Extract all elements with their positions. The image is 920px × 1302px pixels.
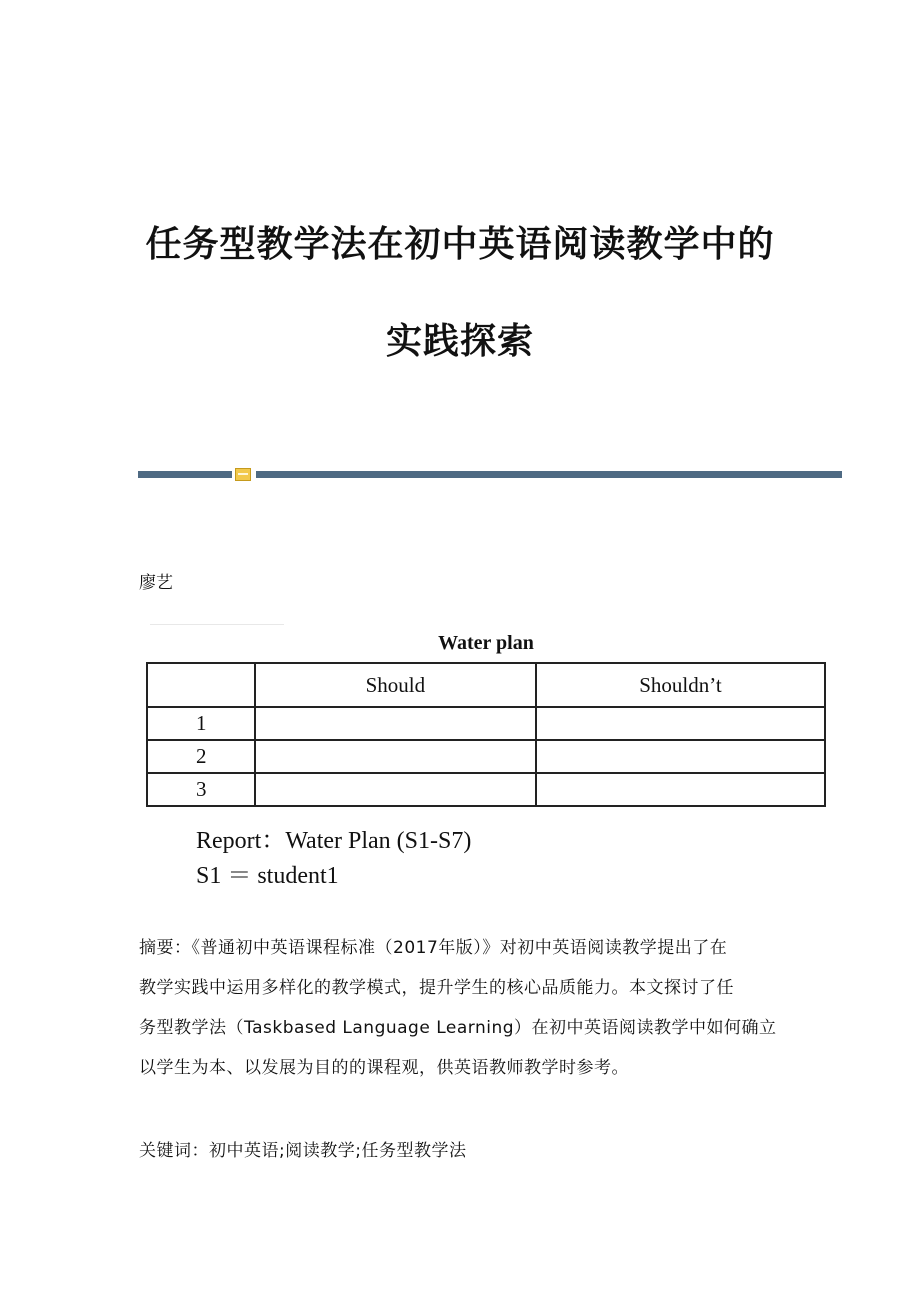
table-cell [536,773,825,806]
envelope-icon [235,468,251,481]
table-row [147,740,825,773]
author-name: 廖艺 [139,573,173,593]
keywords: 关键词：初中英语;阅读教学;任务型教学法 [139,1141,467,1161]
title-divider-right [256,471,842,478]
faint-divider [150,624,284,625]
figure-table-title: Water plan [438,632,534,654]
row-number: 3 [147,773,255,806]
row-number: 2 [147,740,255,773]
table-cell [255,707,536,740]
table-header-cell [147,663,255,707]
abstract [139,928,799,1088]
figure-report-line: Report：Water Plan (S1-S7) [196,828,472,854]
table-header-row [147,663,825,707]
table-cell [536,707,825,740]
abstract-line: 务型教学法（Taskbased Language Learning）在初中英语阅读教学中如何确立 [139,1018,777,1038]
paper-title-line-2: 实践探索 [385,321,534,362]
table-cell [255,773,536,806]
abstract-line: 以学生为本、以发展为目的的课程观，供英语教师教学时参考。 [139,1058,629,1078]
abstract-line: 教学实践中运用多样化的教学模式，提升学生的核心品质能力。本文探讨了任 [139,978,734,998]
abstract-line: 摘要：《普通初中英语课程标准（2017年版）》对初中英语阅读教学提出了在 [139,938,728,958]
table-row [147,773,825,806]
table-header-cell: Shouldn’t [536,663,825,707]
table-header-cell: Should [255,663,536,707]
row-number: 1 [147,707,255,740]
table-cell [536,740,825,773]
table-cell [255,740,536,773]
title-divider-left [138,471,232,478]
figure-legend-line: S1 ＝ student1 [196,863,339,889]
paper-title-line-1: 任务型教学法在初中英语阅读教学中的 [145,224,775,265]
table-row [147,707,825,740]
water-plan-table [146,662,826,807]
